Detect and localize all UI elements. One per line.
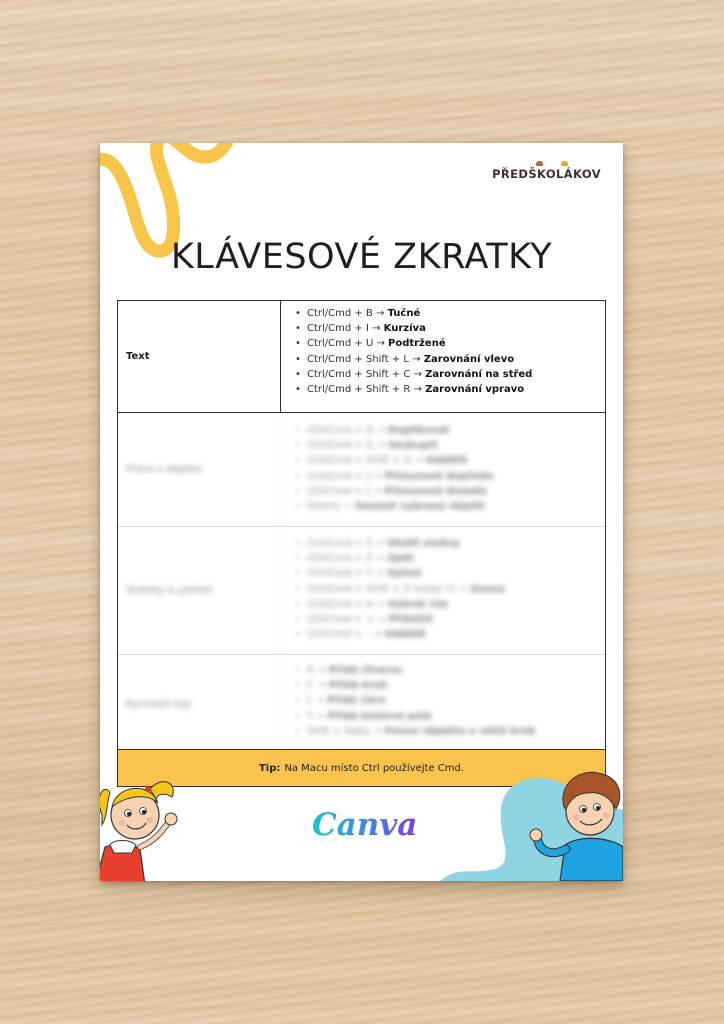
page-title: KLÁVESOVÉ ZKRATKY	[170, 237, 553, 277]
list-item: • Ctrl/Cmd + G → Seskupit	[295, 438, 599, 453]
list-item: • Ctrl/Cmd + [ → Přesunout dozadu	[295, 484, 599, 499]
tip-label: Tip:	[258, 762, 281, 774]
list-item: • Ctrl/Cmd + Shift + R → Zarovnání vpravo	[295, 382, 599, 397]
list-item: • Ctrl/Cmd + Shift + Z (nebo Y) → Znovu	[295, 582, 599, 597]
category-label: Práce s objekty	[118, 413, 281, 526]
shortcut-list-cell	[281, 655, 605, 753]
category-label: Stránky & pohled	[118, 527, 281, 654]
list-item: • Ctrl/Cmd + D → Duplikovat	[295, 423, 599, 438]
list-item: • Ctrl/Cmd + I → Kurzíva	[295, 321, 599, 336]
list-item: • Ctrl/Cmd + ] → Přesunout dopředu	[295, 469, 599, 484]
list-item: • Ctrl/Cmd + Z → Zpět	[295, 551, 599, 566]
list-item: • T → Přidá textové pole	[295, 709, 599, 724]
shortcut-list-cell	[281, 301, 605, 412]
list-item: • Ctrl/Cmd + A → Vybrat vše	[295, 597, 599, 612]
list-item: • C → Přidá kruh	[295, 678, 599, 693]
list-item: • L → Přidá čáru	[295, 693, 599, 708]
category-label: Text	[118, 301, 281, 412]
table-row-blurred	[118, 655, 605, 753]
list-item: • Shift + šipky → Posun objektu o větší krok	[295, 724, 599, 739]
girl-illustration	[100, 775, 190, 881]
table-row-blurred	[118, 527, 605, 655]
list-item: • R → Přidá čtverec	[295, 663, 599, 678]
list-item: • Ctrl/Cmd + S → Uložit změny	[295, 536, 599, 551]
list-item: • Ctrl/Cmd + Shift + G → Oddělit	[295, 453, 599, 468]
list-item: • Ctrl/Cmd + Shift + L → Zarovnání vlevo	[295, 352, 599, 367]
shortcut-list-cell	[281, 413, 605, 526]
table-row	[118, 301, 605, 413]
shortcut-list	[295, 663, 599, 739]
canva-logo: Canva	[312, 807, 418, 843]
worksheet-page	[100, 143, 623, 881]
shortcuts-table	[117, 300, 606, 753]
list-item: • Ctrl/Cmd + Shift + C → Zarovnání na střed	[295, 367, 599, 382]
brand-name: PŘEDŠKOLÁKOV	[492, 167, 601, 181]
shortcut-list	[295, 536, 599, 642]
list-item: • Ctrl/Cmd + - → Oddálit	[295, 627, 599, 642]
brand-kid-icon	[561, 161, 568, 166]
brand-logo	[492, 167, 601, 181]
boy-illustration	[440, 765, 623, 881]
shortcut-list-cell	[281, 527, 605, 654]
shortcut-list	[295, 423, 599, 514]
category-label: Rychlejší tipy	[118, 655, 281, 753]
brand-kid-icon	[536, 161, 543, 166]
tip-text: Na Macu místo Ctrl používejte Cmd.	[284, 762, 465, 774]
list-item: • Delete → Smazat vybraný objekt	[295, 499, 599, 514]
list-item: • Ctrl/Cmd + Y → Vpřed	[295, 566, 599, 581]
list-item: • Ctrl/Cmd + + → Přiblížit	[295, 612, 599, 627]
shortcut-list	[295, 306, 599, 397]
list-item: • Ctrl/Cmd + B → Tučné	[295, 306, 599, 321]
table-row-blurred	[118, 413, 605, 527]
list-item: • Ctrl/Cmd + U → Podtržené	[295, 336, 599, 351]
